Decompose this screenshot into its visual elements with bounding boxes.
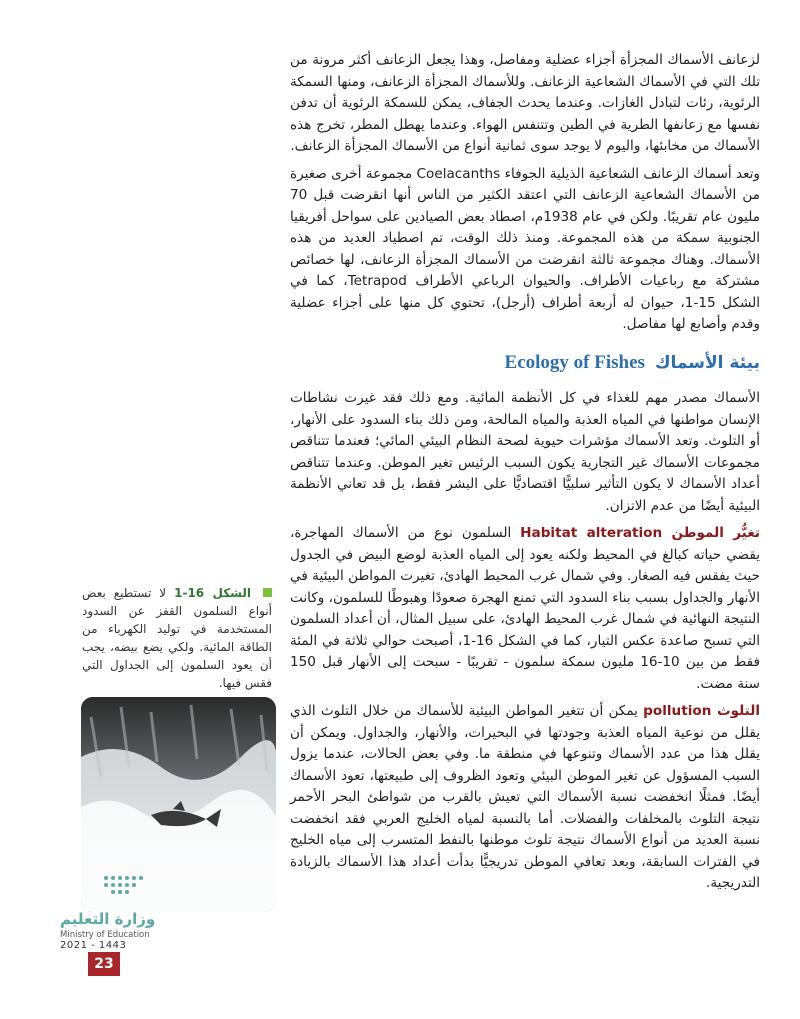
paragraph-habitat-alteration <box>290 523 760 695</box>
paragraph-lobe-finned: لزعانف الأسماك المجزأة أجزاء عضلية ومفاصل، وهذا يجعل الزعانف أكثر مرونة من تلك التي في الأسماك الشعاعية الزعانف. وللأسماك المجزأة الزعانف، ومنها السمكة الرئوية، رئات لتبادل الغازات. وعندما يحدث الجفاف، يمكن للسمكة الرئوية أن تدفن نفسها مع زعانفها الطرية في الطين وتتنفس الهواء. وعندما يهطل المطر، تخرج هذه الأسماك من مخابئها، واليوم لا يوجد سوى ثمانية أنواع من الأسماك المجزأة الزعانف. <box>290 52 760 154</box>
figure-caption <box>82 584 272 692</box>
pollution-text: يمكن أن تتغير المواطن البيئية للأسماك من خلال التلوث الذي يقلل من نوعية المياه العذبة وجودتها في البحيرات، والأنهار، والجداول. ويمكن أن يقلل هذا من عدد الأسماك وتنوعها في منطقة ما. وفي بعض الحالات، عندما يزول السبب المسؤول عن تغير الموطن البيئي وتعود الظروف إلى طبيعتها، تعود الأسماك أيضًا. فمثلًا انخفضت نسبة الأسماك التي تعيش بالقرب من شواطئ البحر الأحمر نتيجة التلوث بالمخلفات والفضلات. أما بالنسبة لمياه الخليج العربي فقد انخفضت نسبة العديد من أنواع الأسماك نتيجة تلوث موطنها بالنفط المتسرب إلى مياه الخليج في الفترات السابقة، وبعد تعافي الموطن تدريجيًّا بدأت أعداد هذا الأسماك بالزيادة التدريجية. <box>290 703 760 891</box>
section-title-english: Ecology of Fishes <box>504 351 645 373</box>
section-title-arabic: بيئة الأسماك <box>654 352 760 373</box>
main-text-column <box>290 50 760 895</box>
page-number: 23 <box>88 952 120 976</box>
section-heading <box>290 352 760 375</box>
term-habitat-alteration: تغيُّر الموطن Habitat alteration <box>520 525 760 541</box>
paragraph-pollution <box>290 701 760 895</box>
edition-year: 2021 - 1443 <box>60 940 127 951</box>
ministry-name-arabic: وزارة التعليم <box>60 910 156 928</box>
ministry-logo <box>60 872 160 952</box>
figure-label: الشكل 16-1 <box>174 586 252 600</box>
habitat-alteration-text: السلمون نوع من الأسماك المهاجرة، يقضي حياته كبالغ في المحيط ولكنه يعود إلى المياه العذبة لوضع البيض في الجدول حيث يفقس فيه الصغار. وفي شمال غرب المحيط الهادئ، تغيرت المواطن البيئية في الأنهار والجداول بسبب بناء السدود التي تمنع الهجرة صعودًا وهبوطًا للسلمون، وكانت النتيجة النهائية في شمال غرب المحيط الهادئ، على سبيل المثال، أن أعداد السلمون التي تسبح صاعدة عكس التيار، كما في الشكل 16-1، أصبحت حوالي ثلاثة في المئة فقط من بين 10-16 مليون سمكة سلمون - تقريبًا - سبحت إلى الأنهار قبل 150 سنة مضت. <box>290 525 760 692</box>
ministry-name-english: Ministry of Education <box>60 930 150 940</box>
term-pollution: التلوث pollution <box>643 703 760 719</box>
paragraph-coelacanths: وتعد أسماك الزعانف الشعاعية الذيلية الجوفاء Coelacanths مجموعة أخرى صغيرة من الأسماك الشعاعية الزعانف التي اعتقد الكثير من الناس أنها انقرضت قبل 70 مليون عام تقريبًا. ولكن في عام 1938م، اصطاد بعض الصيادين على سواحل أفريقيا الجنوبية سمكة من هذه المجموعة. ومنذ ذلك الوقت، تم اصطياد العديد من هذه الأسماك. وهناك مجموعة ثالثة انقرضت من الأسماك المجزأة الزعانف، لها خصائص مشتركة مع رباعيات الأطراف. والحيوان الرباعي الأطراف Tetrapod، كما في الشكل 15-1، حيوان له أربعة أطراف (أرجل)، تحتوي كل منها على أجزاء عضلية وقدم وأصابع لها مفاصل. <box>290 165 761 332</box>
ministry-dots-icon <box>100 872 160 902</box>
caption-marker-icon <box>263 588 272 597</box>
paragraph-ecology-intro: الأسماك مصدر مهم للغذاء في كل الأنظمة المائية. ومع ذلك فقد غيرت نشاطات الإنسان مواطنها في المياه العذبة والمياه المالحة، ومن ذلك بناء السدود على الأنهار، أو التلوث. وتعد الأسماك مؤشرات حيوية لصحة النظام البيئي المائي؛ فعندما تتناقص مجموعات الأسماك غير التجارية يكون السبب الرئيس تغير الموطن. وعندما تتناقص أعداد الأسماك لا يكون التأثير سلبيًّا اقتصاديًّا على البشر فقط، بل قد تعاني الأنظمة البيئية أيضًا من عدم الاتزان. <box>290 390 760 514</box>
figure-caption-text: لا تستطيع بعض أنواع السلمون القفز عن السدود المستخدمة في توليد الكهرباء من الطاقة المائية. ولكي يضع بيضه، يجب أن يعود السلمون إلى الجداول التي فقس فيها. <box>82 586 272 690</box>
